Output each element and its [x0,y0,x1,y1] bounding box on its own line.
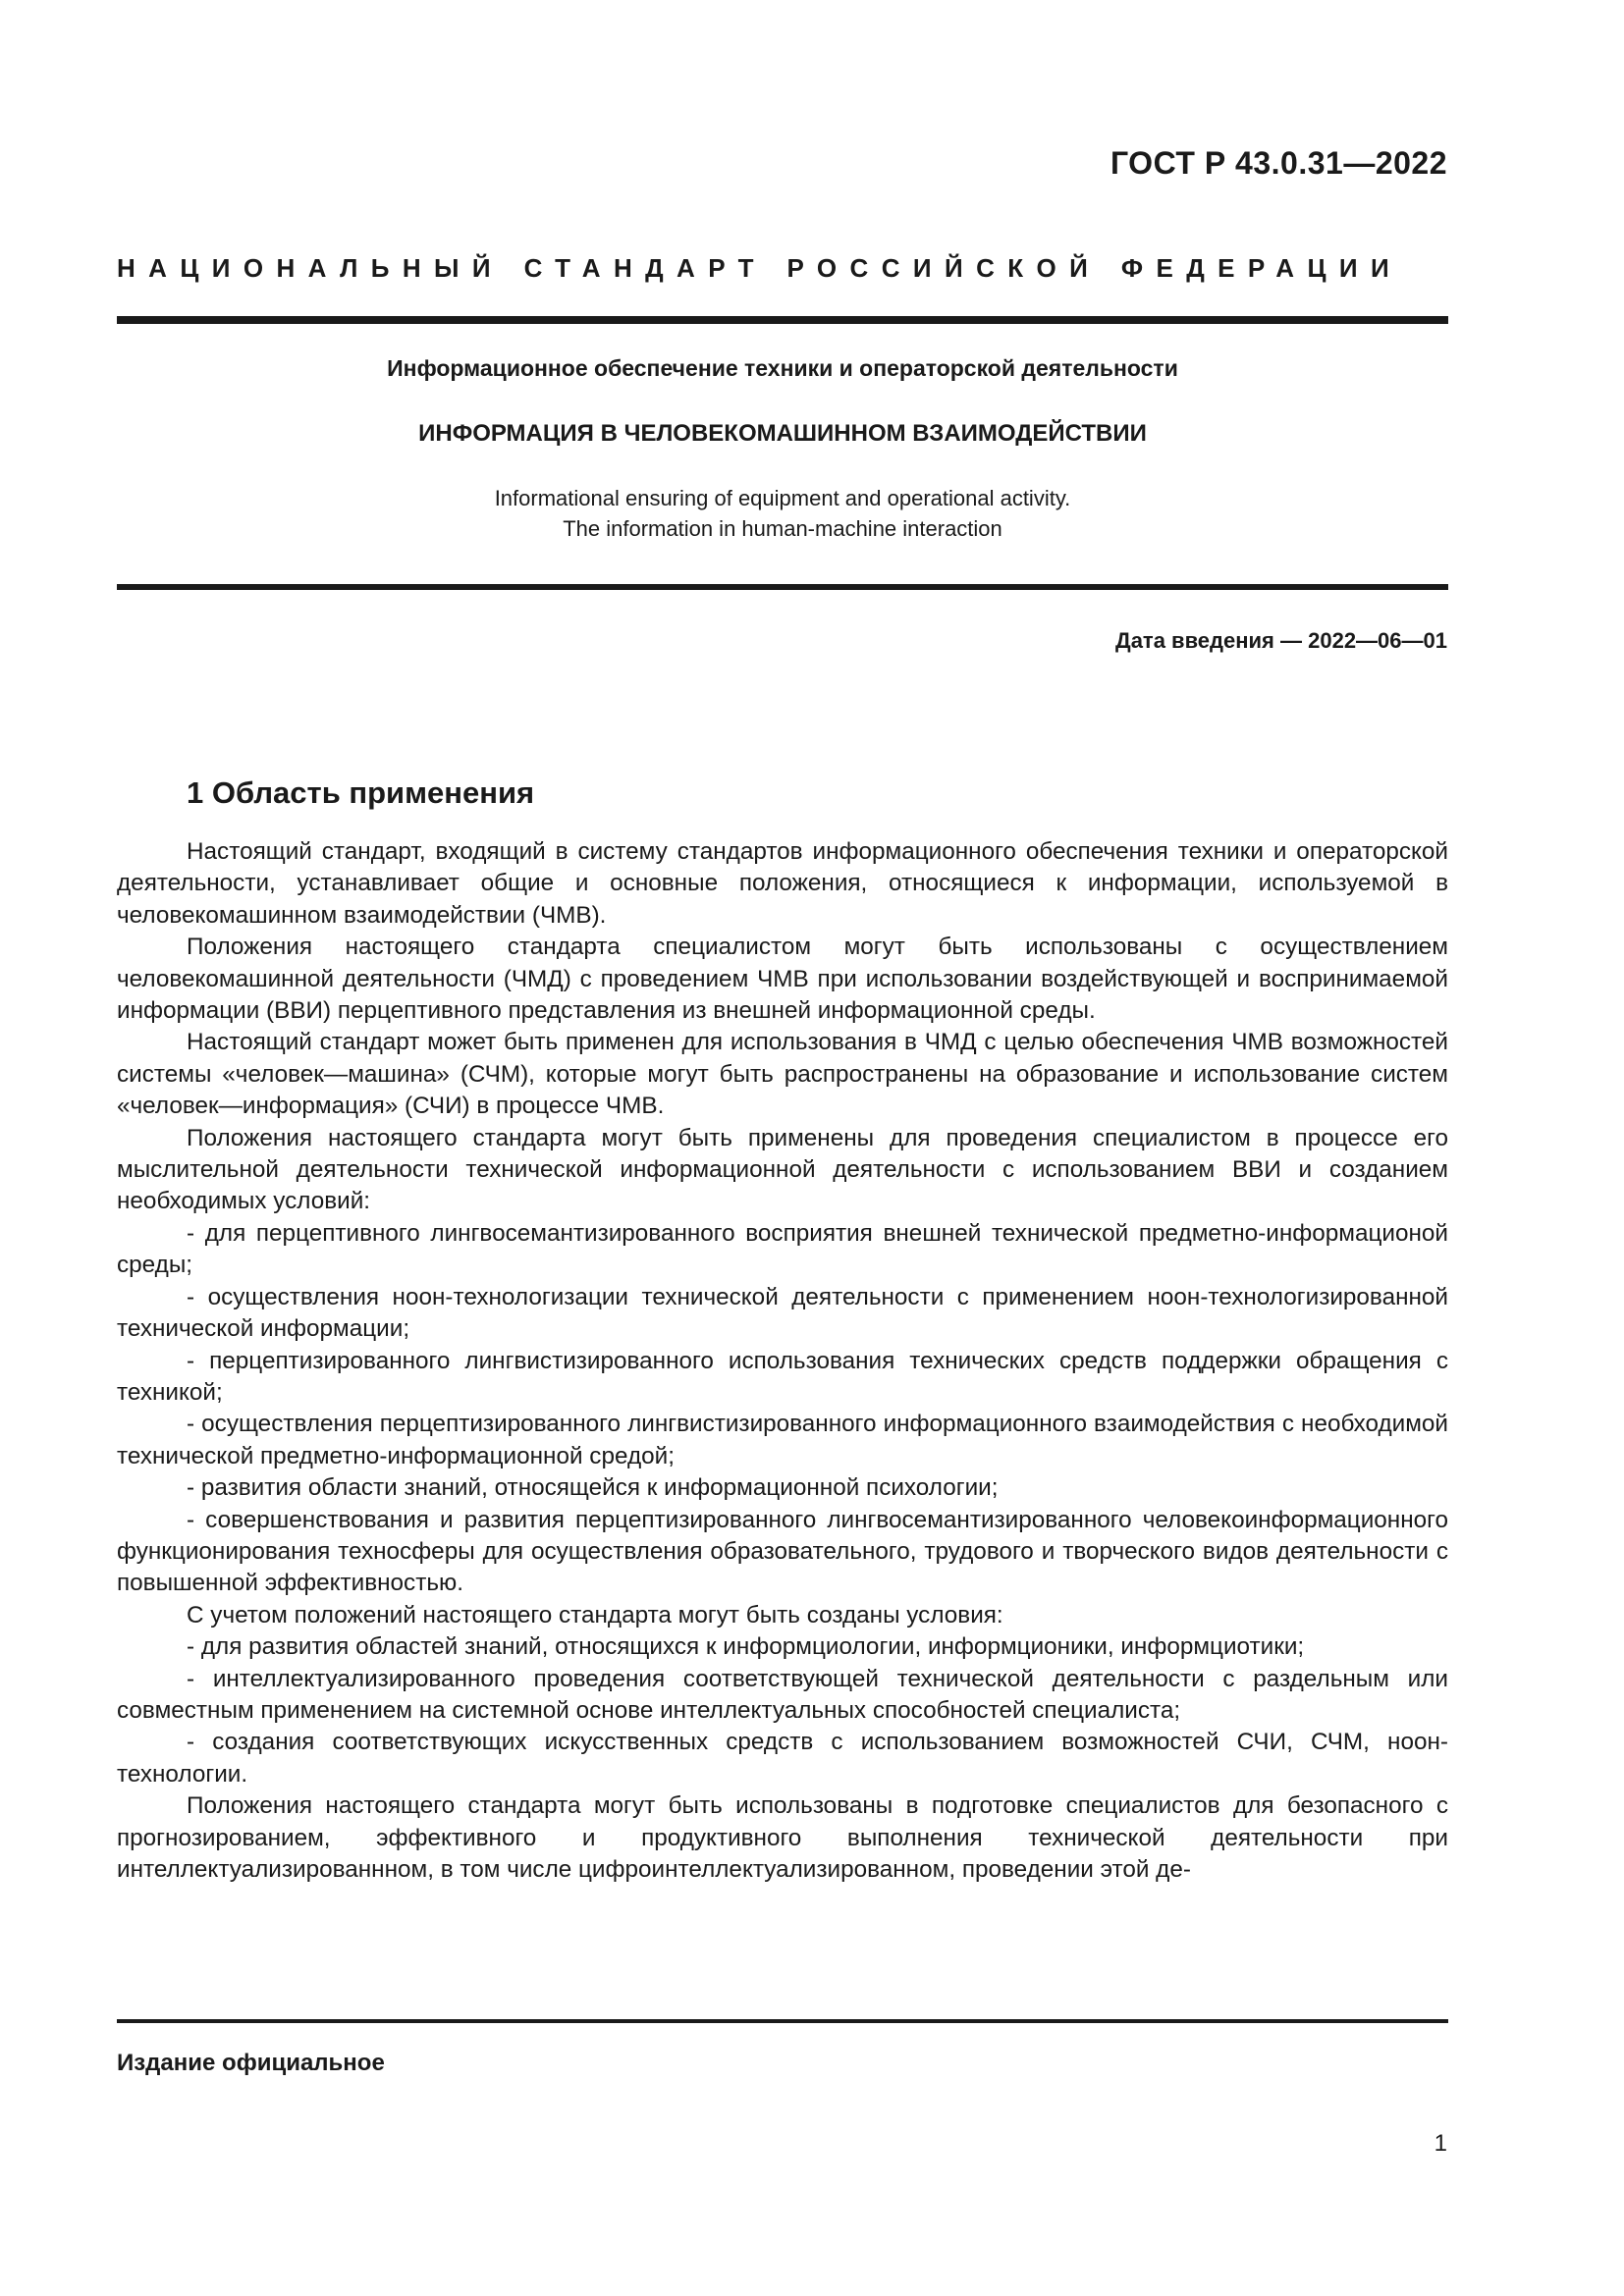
list-item: - для развития областей знаний, относящихся к информциологии, информционики, информциотики; [187,1633,1305,1661]
edition-label: Издание официальное [117,2050,385,2076]
standard-series-title: Информационное обеспечение техники и операторской деятельности [387,355,1178,381]
section-body [117,836,1448,1886]
english-title-line-2: The information in human-machine interaction [563,516,1002,541]
paragraph: Положения настоящего стандарта специалистом могут быть использованы с осуществлением человекомашинной деятельности (ЧМД) с проведением ЧМВ при использовании воздействующей и воспринимаемой информации (ВВИ) перцептивного представления из внешней информационной среды. [117,934,1448,1025]
header-divider [117,316,1448,324]
list-item: - для перцептивного лингвосемантизированного восприятия внешней технической предметно-информационой среды; [117,1219,1448,1279]
list-item: - интеллектуализированного проведения соответствующей технической деятельности с раздельным или совместным применением на системной основе интеллектуальных способностей специалиста; [117,1665,1448,1724]
list-item: - осуществления ноон-технологизации технической деятельности с применением ноон-технологизированной технической информации; [117,1283,1448,1343]
document-code: ГОСТ Р 43.0.31—2022 [1110,145,1447,181]
paragraph: Положения настоящего стандарта могут быть использованы в подготовке специалистов для безопасного с прогнозированием, эффективного и продуктивного выполнения технической деятельности при интеллектуализированнном, в том числе цифроинтеллектуализированном, проведении этой де- [117,1792,1448,1883]
title-divider [117,584,1448,590]
list-item: - перцептизированного лингвистизированного использования технических средств поддержки обращения с техникой; [117,1347,1448,1406]
standard-main-title: ИНФОРМАЦИЯ В ЧЕЛОВЕКОМАШИННОМ ВЗАИМОДЕЙСТВИИ [418,420,1147,447]
paragraph: С учетом положений настоящего стандарта могут быть созданы условия: [187,1601,1003,1629]
english-title [117,483,1448,544]
national-standard-title: НАЦИОНАЛЬНЫЙ СТАНДАРТ РОССИЙСКОЙ ФЕДЕРАЦИИ [117,253,1403,283]
page-number: 1 [1434,2130,1447,2157]
introduction-date: Дата введения — 2022—06—01 [1115,628,1447,653]
footer-divider [117,2019,1448,2023]
paragraph: Положения настоящего стандарта могут быть применены для проведения специалистом в процессе его мыслительной деятельности технической информационной деятельности с использованием ВВИ и созданием необходимых условий: [117,1124,1448,1215]
list-item: - осуществления перцептизированного лингвистизированного информационного взаимодействия с необходимой технической предметно-информационной средой; [117,1411,1448,1469]
section-heading: 1 Область применения [187,775,535,810]
paragraph: Настоящий стандарт может быть применен для использования в ЧМД с целью обеспечения ЧМВ возможностей системы «человек—машина» (СЧМ), которые могут быть распространены на образование и использование систем «человек—информация» (СЧИ) в процессе ЧМВ. [117,1029,1448,1120]
list-item: - развития области знаний, относящейся к информационной психологии; [187,1474,999,1502]
english-title-line-1: Informational ensuring of equipment and operational activity. [494,486,1071,510]
list-item: - создания соответствующих искусственных средств с использованием возможностей СЧИ, СЧМ, ноон-технологии. [117,1729,1448,1788]
list-item: - совершенствования и развития перцептизированного лингвосемантизированного человекоинформационного функционирования техносферы для осуществления образовательного, трудового и творческого видов деятельности с повышенной эффективностью. [117,1506,1448,1597]
paragraph: Настоящий стандарт, входящий в систему стандартов информационного обеспечения техники и операторской деятельности, устанавливает общие и основные положения, относящиеся к информации, используемой в человекомашинном взаимодействии (ЧМВ). [117,838,1448,929]
